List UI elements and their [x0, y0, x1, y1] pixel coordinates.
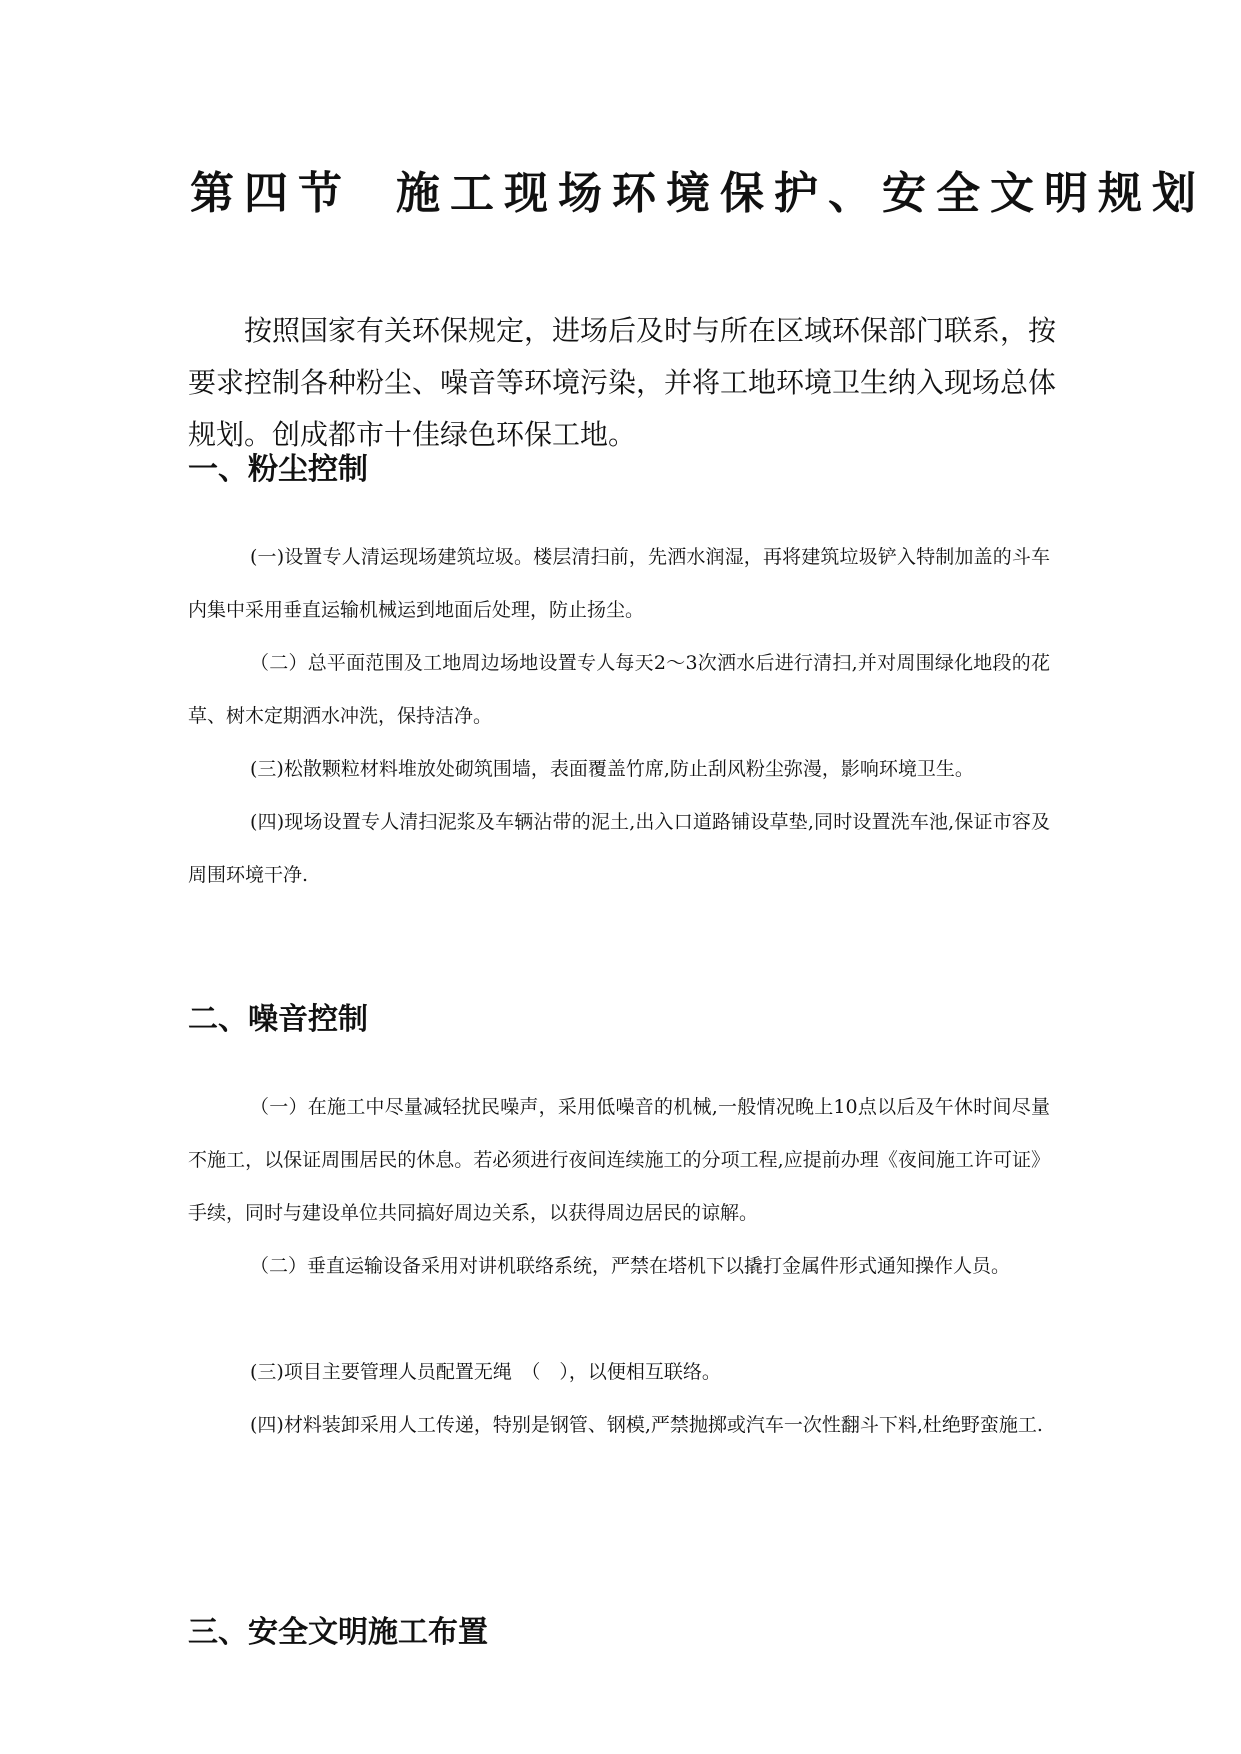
paragraph-dust-4: (四)现场设置专人清扫泥浆及车辆沾带的泥土,出入口道路铺设草垫,同时设置洗车池,保证市容及周围环境干净. [188, 811, 1050, 886]
paragraph-noise-3: (三)项目主要管理人员配置无绳 （ ），以便相互联络。 [250, 1361, 721, 1383]
paragraph-noise-2: （二）垂直运输设备采用对讲机联络系统，严禁在塔机下以撬打金属件形式通知操作人员。 [250, 1255, 1011, 1277]
paragraph-noise-1: （一）在施工中尽量减轻扰民噪声，采用低噪音的机械,一般情况晚上10点以后及午休时间尽量不施工，以保证周围居民的休息。若必须进行夜间连续施工的分项工程,应提前办理《夜间施工许可证》手续，同时与建设单位共同搞好周边关系，以获得周边居民的谅解。 [188, 1096, 1050, 1224]
intro-paragraph: 按照国家有关环保规定，进场后及时与所在区域环保部门联系，按要求控制各种粉尘、噪音等环境污染，并将工地环境卫生纳入现场总体规划。创成都市十佳绿色环保工地。 [188, 314, 1057, 451]
heading-safety-layout: 三、安全文明施工布置 [188, 1615, 488, 1650]
paragraph-noise-4: (四)材料装卸采用人工传递，特别是钢管、钢模,严禁抛掷或汽车一次性翻斗下料,杜绝野蛮施工. [250, 1414, 1043, 1436]
paragraph-dust-3: (三)松散颗粒材料堆放处砌筑围墙，表面覆盖竹席,防止刮风粉尘弥漫，影响环境卫生。 [250, 758, 974, 780]
section-number: 第四节 [190, 168, 352, 219]
paragraph-dust-2: （二）总平面范围及工地周边场地设置专人每天2～3次洒水后进行清扫,并对周围绿化地段的花草、树木定期洒水冲洗，保持洁净。 [188, 652, 1050, 727]
paragraph-dust-1: (一)设置专人清运现场建筑垃圾。楼层清扫前，先洒水润湿，再将建筑垃圾铲入特制加盖的斗车内集中采用垂直运输机械运到地面后处理，防止扬尘。 [188, 546, 1050, 621]
heading-dust-control: 一、粉尘控制 [188, 452, 368, 487]
page-title [190, 164, 1206, 224]
heading-noise-control: 二、噪音控制 [188, 1002, 368, 1037]
section-title: 施工现场环境保护、安全文明规划 [396, 168, 1206, 219]
